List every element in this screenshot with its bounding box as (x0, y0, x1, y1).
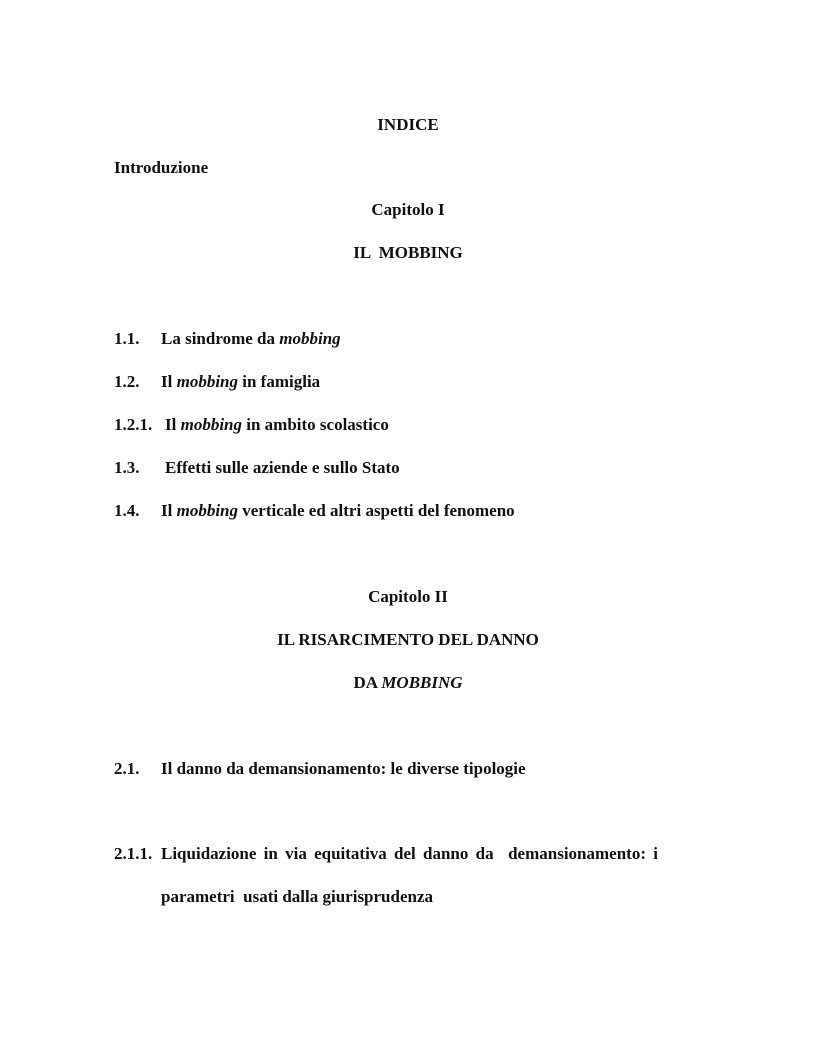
chapter-2-title-line-2 (0, 673, 816, 693)
toc-entry-italic: mobbing (279, 329, 341, 348)
toc-entry-text: Il (165, 415, 181, 434)
toc-entry-text-after: verticale ed altri aspetti del fenomeno (238, 501, 515, 520)
toc-entry-text: Effetti sulle aziende e sullo Stato (165, 458, 400, 477)
toc-entry-text-after: in ambito scolastico (242, 415, 389, 434)
toc-entry-1-2 (114, 372, 320, 392)
toc-entry-text: Il danno da demansionamento: le diverse tipologie (161, 759, 526, 778)
toc-entry-2-1 (114, 759, 526, 779)
toc-entry-italic: mobbing (176, 372, 238, 391)
chapter-1-label: Capitolo I (371, 200, 445, 219)
toc-entry-text-line-1: Liquidazione in via equitativa del danno da demansionamento: i (161, 844, 658, 863)
toc-entry-number: 1.2.1. (114, 415, 153, 434)
toc-entry-1-1 (114, 329, 341, 349)
chapter-2-title-prefix: DA (353, 673, 382, 692)
toc-entry-number: 2.1.1. (114, 844, 153, 863)
toc-introduction: Introduzione (114, 158, 209, 177)
toc-entry-number: 2.1. (114, 759, 140, 778)
toc-entry-text-after: in famiglia (238, 372, 321, 391)
toc-entry-1-4 (114, 501, 515, 521)
toc-entry-italic: mobbing (180, 415, 242, 434)
toc-entry-2-1-1-continuation: parametri usati dalla giurisprudenza (161, 887, 434, 906)
toc-entry-1-3 (114, 458, 400, 478)
toc-entry-number: 1.2. (114, 372, 140, 391)
chapter-1-title: IL MOBBING (353, 243, 463, 262)
index-title: INDICE (377, 115, 439, 134)
toc-entry-1-2-1 (114, 415, 389, 435)
chapter-2-title-italic: MOBBING (381, 673, 463, 692)
toc-entry-text: Il (161, 501, 177, 520)
chapter-2-label: Capitolo II (368, 587, 448, 606)
toc-entry-text: Il (161, 372, 177, 391)
toc-entry-text: La sindrome da (161, 329, 280, 348)
toc-entry-number: 1.3. (114, 458, 140, 477)
toc-entry-2-1-1 (114, 844, 704, 864)
chapter-2-title-line-1: IL RISARCIMENTO DEL DANNO (277, 630, 539, 649)
toc-entry-number: 1.4. (114, 501, 140, 520)
toc-entry-number: 1.1. (114, 329, 140, 348)
toc-entry-italic: mobbing (176, 501, 238, 520)
